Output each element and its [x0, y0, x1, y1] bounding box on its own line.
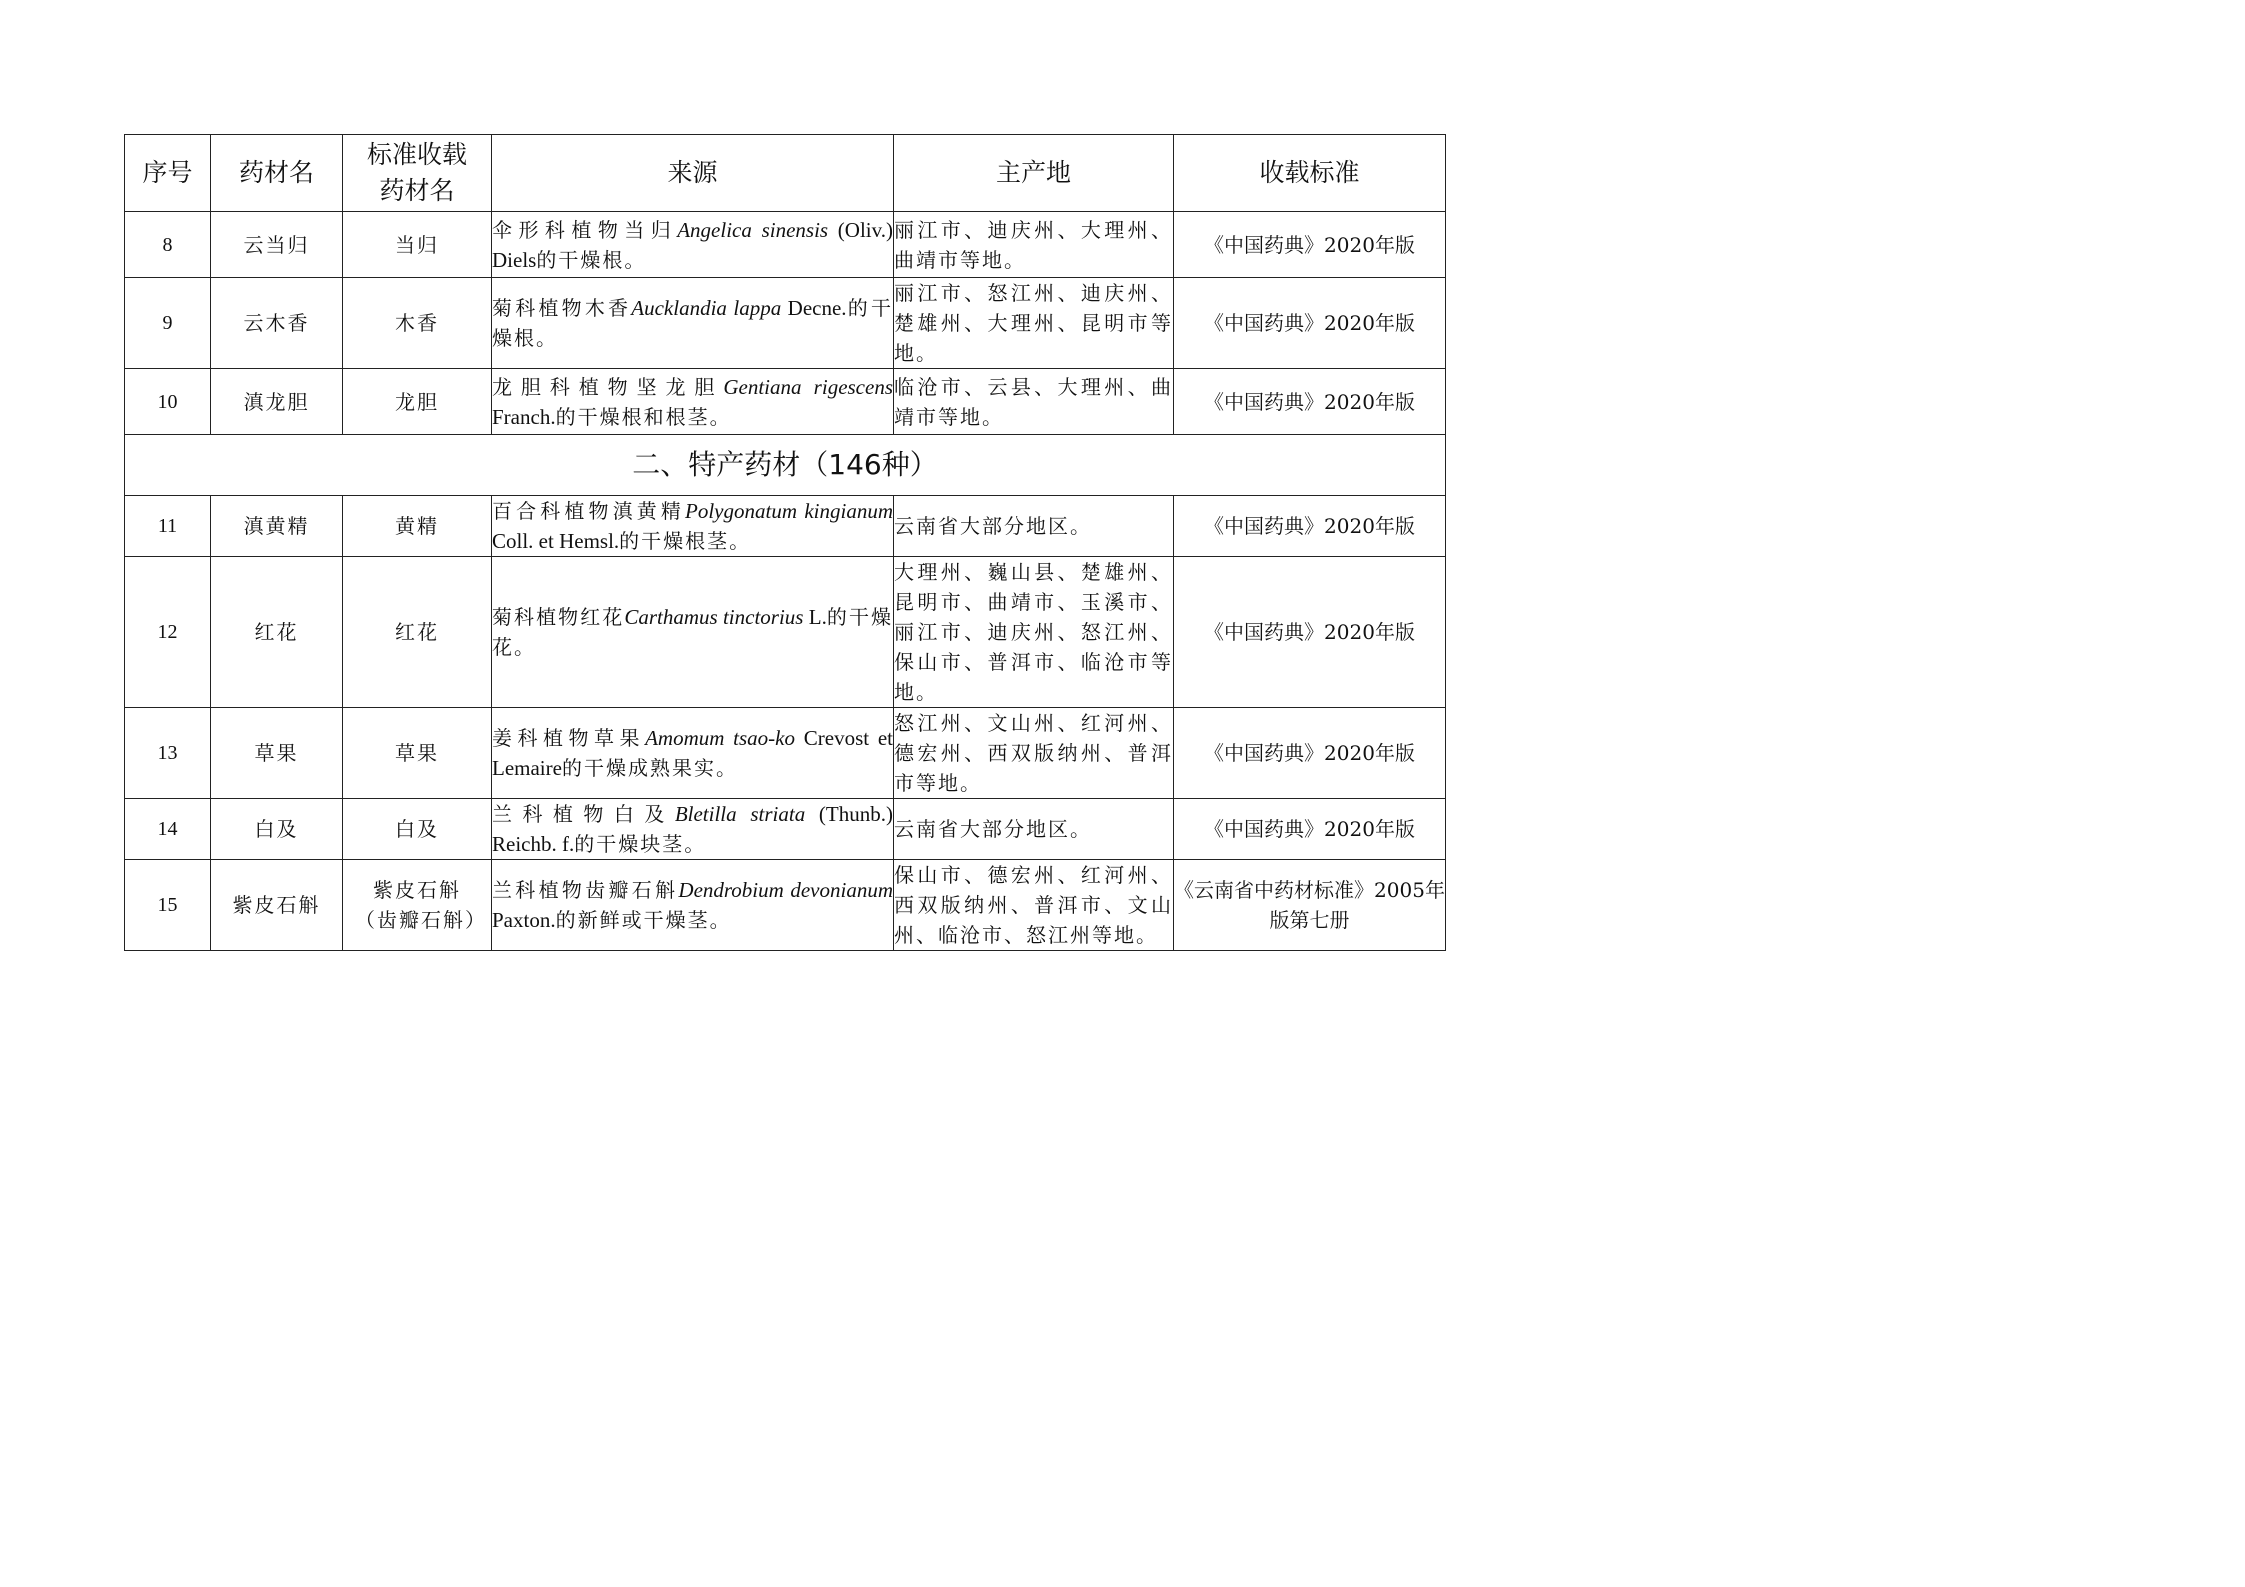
standard-cell: 《中国药典》2020年版: [1174, 799, 1446, 860]
row-index: 11: [125, 496, 211, 557]
row-index: 13: [125, 708, 211, 799]
standard-cell: 《中国药典》2020年版: [1174, 278, 1446, 369]
table-row: [125, 860, 1446, 951]
latin-name: Carthamus tinctorius: [624, 605, 804, 629]
standard-material-name: 龙胆: [343, 369, 492, 435]
standard-material-name: 白及: [343, 799, 492, 860]
table-row: [125, 369, 1446, 435]
origin-cell: 丽江市、怒江州、迪庆州、楚雄州、大理州、昆明市等地。: [894, 278, 1174, 369]
table-row: [125, 212, 1446, 278]
standard-cell: 《中国药典》2020年版: [1174, 708, 1446, 799]
source-family-text: 伞形科植物当归: [492, 217, 678, 242]
row-index: 12: [125, 557, 211, 708]
source-family-text: 龙胆科植物坚龙胆: [492, 374, 724, 399]
header-origin: 主产地: [894, 135, 1174, 212]
header-row: [125, 135, 1446, 212]
table-row: [125, 278, 1446, 369]
latin-author: Paxton.: [492, 908, 556, 932]
header-source: 来源: [492, 135, 894, 212]
standard-material-name: 当归: [343, 212, 492, 278]
standard-cell: 《中国药典》2020年版: [1174, 369, 1446, 435]
source-cell: [492, 278, 894, 369]
latin-author: (Oliv.) Diels: [492, 217, 893, 272]
material-name: 白及: [211, 799, 343, 860]
source-cell: [492, 799, 894, 860]
source-family-text: 菊科植物木香: [492, 296, 632, 320]
source-cell: [492, 860, 894, 951]
origin-cell: 大理州、巍山县、楚雄州、昆明市、曲靖市、玉溪市、丽江市、迪庆州、怒江州、保山市、普洱市、临沧市等地。: [894, 557, 1174, 708]
table-row: [125, 496, 1446, 557]
material-name: 紫皮石斛: [211, 860, 343, 951]
source-part-text: 的干燥根茎。: [619, 529, 752, 553]
section-title: 二、特产药材（146种）: [125, 435, 1446, 496]
source-part-text: 的干燥成熟果实。: [561, 756, 738, 780]
table-row: [125, 557, 1446, 708]
source-part-text: 的干燥根和根茎。: [555, 404, 732, 429]
latin-name: Aucklandia lappa: [631, 296, 782, 320]
standard-material-name: 黄精: [343, 496, 492, 557]
latin-author: (Thunb.) Reichb. f.: [492, 802, 893, 856]
source-family-text: 百合科植物滇黄精: [492, 499, 685, 523]
material-name: 滇黄精: [211, 496, 343, 557]
standard-cell: 《云南省中药材标准》2005年版第七册: [1174, 860, 1446, 951]
standard-material-name: 紫皮石斛（齿瓣石斛）: [343, 860, 492, 951]
standard-cell: 《中国药典》2020年版: [1174, 212, 1446, 278]
source-part-text: 的新鲜或干燥茎。: [555, 908, 732, 932]
latin-name: Gentiana rigescens: [723, 374, 893, 399]
latin-author: Crevost et Lemaire: [492, 726, 894, 780]
latin-author: Coll. et Hemsl.: [492, 529, 620, 553]
header-material-name: 药材名: [211, 135, 343, 212]
table-row: [125, 708, 1446, 799]
origin-cell: 云南省大部分地区。: [894, 799, 1174, 860]
standard-material-name: 红花: [343, 557, 492, 708]
header-standard-name: 标准收载药材名: [343, 135, 492, 212]
material-name: 红花: [211, 557, 343, 708]
standard-cell: 《中国药典》2020年版: [1174, 557, 1446, 708]
source-part-text: 的干燥根。: [536, 247, 647, 272]
origin-cell: 怒江州、文山州、红河州、德宏州、西双版纳州、普洱市等地。: [894, 708, 1174, 799]
header-standard: 收载标准: [1174, 135, 1446, 212]
table-row: [125, 799, 1446, 860]
latin-name: Dendrobium devonianum: [678, 878, 893, 902]
material-name: 滇龙胆: [211, 369, 343, 435]
material-name: 云木香: [211, 278, 343, 369]
origin-cell: 丽江市、迪庆州、大理州、曲靖市等地。: [894, 212, 1174, 278]
standard-material-name: 草果: [343, 708, 492, 799]
source-cell: [492, 557, 894, 708]
source-family-text: 姜科植物草果: [492, 726, 646, 750]
section-row: [125, 435, 1446, 496]
source-part-text: 的干燥根。: [492, 296, 893, 350]
standard-cell: 《中国药典》2020年版: [1174, 496, 1446, 557]
medicinal-materials-table: [124, 134, 1446, 951]
source-cell: [492, 708, 894, 799]
latin-name: Angelica sinensis: [677, 217, 829, 242]
source-cell: [492, 212, 894, 278]
row-index: 14: [125, 799, 211, 860]
row-index: 10: [125, 369, 211, 435]
latin-author: Franch.: [492, 404, 556, 429]
origin-cell: 保山市、德宏州、红河州、西双版纳州、普洱市、文山州、临沧市、怒江州等地。: [894, 860, 1174, 951]
standard-material-name: 木香: [343, 278, 492, 369]
source-family-text: 兰科植物白及: [492, 802, 675, 826]
row-index: 15: [125, 860, 211, 951]
latin-author: Decne.: [781, 296, 847, 320]
origin-cell: 云南省大部分地区。: [894, 496, 1174, 557]
source-part-text: 的干燥花。: [492, 605, 894, 659]
row-index: 9: [125, 278, 211, 369]
material-name: 云当归: [211, 212, 343, 278]
row-index: 8: [125, 212, 211, 278]
latin-name: Amomum tsao-ko: [645, 726, 795, 750]
source-part-text: 的干燥块茎。: [574, 832, 707, 856]
latin-name: Polygonatum kingianum: [685, 499, 894, 523]
material-name: 草果: [211, 708, 343, 799]
source-cell: [492, 369, 894, 435]
origin-cell: 临沧市、云县、大理州、曲靖市等地。: [894, 369, 1174, 435]
source-family-text: 兰科植物齿瓣石斛: [492, 878, 679, 902]
latin-author: L.: [803, 605, 827, 629]
header-index: 序号: [125, 135, 211, 212]
source-family-text: 菊科植物红花: [492, 605, 625, 629]
source-cell: [492, 496, 894, 557]
latin-name: Bletilla striata: [674, 802, 806, 826]
